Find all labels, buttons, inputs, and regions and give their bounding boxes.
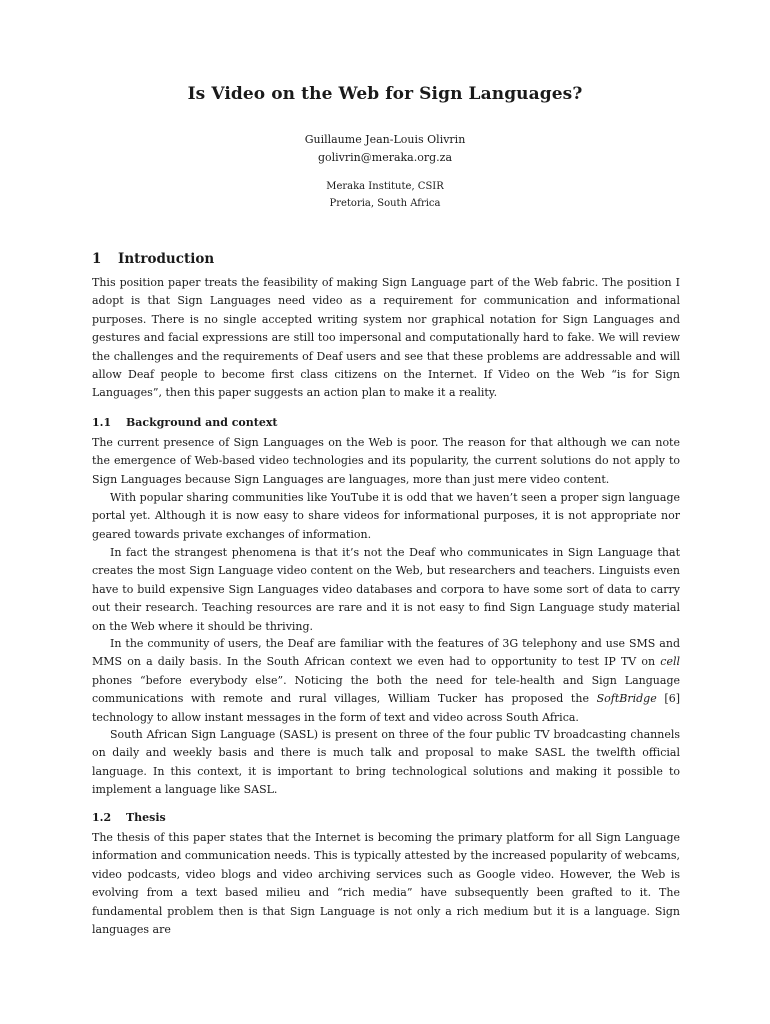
subsection-heading-background — [92, 416, 277, 429]
subsection-title: Thesis — [126, 811, 166, 824]
p4-text-c: [6] technology to allow instant messages in the form of text and video across South Africa. — [92, 692, 680, 724]
p4-text-b: phones “before everybody else”. Noticing the both the need for tele-health and Sign Language communications with remote and rural villages, William Tucker has proposed the — [92, 673, 680, 706]
affiliation-location: Pretoria, South Africa — [329, 198, 441, 209]
author-email: golivrin@meraka.org.za — [317, 151, 453, 164]
background-paragraph-3: In fact the strangest phenomena is that it’s not the Deaf who communicates in Sign Language that creates the most Sign Language video content on the Web, but researchers and teachers. Linguists even have to build expensive Sign Languages video databases and corpora to have some sort of data to carry out their research. Teaching resources are rare and it is not easy to find Sign Language study material on the Web where it should be thriving. — [92, 546, 680, 633]
author-name: Guillaume Jean-Louis Olivrin — [304, 133, 466, 146]
section-title: Introduction — [118, 251, 215, 267]
background-paragraph-4 — [92, 635, 680, 727]
background-paragraph-1: The current presence of Sign Languages on the Web is poor. The reason for that although we can note the emergence of Web-based video technologies and its popularity, the current solutions do not apply to Sign Languages because Sign Languages are languages, more than just mere video content. — [92, 436, 680, 486]
p4-softbridge-emphasis: SoftBridge — [596, 692, 657, 706]
subsection-title: Background and context — [126, 416, 278, 429]
subsection-number: 1.1 — [92, 416, 112, 429]
intro-paragraph: This position paper treats the feasibility of making Sign Language part of the Web fabric. The position I adopt is that Sign Languages need video as a requirement for communication and informational purposes. There is no single accepted writing system nor graphical notation for Sign Languages and gestures and facial expressions are still too impersonal and computationally hard to fake. We will review the challenges and the requirements of Deaf users and see that these problems are addressable and will allow Deaf people to become first class citizens on the Internet. If Video on the Web “is for Sign Languages”, then this paper suggests an action plan to make it a reality. — [92, 276, 680, 400]
author-block — [0, 131, 770, 167]
p4-text-a: In the community of users, the Deaf are familiar with the features of 3G telephony and use SMS and MMS on a daily basis. In the South African context we even had to opportunity to test IP TV on — [92, 637, 680, 669]
subsection-number: 1.2 — [92, 811, 112, 824]
subsection-heading-thesis — [92, 811, 166, 824]
affiliation-block — [0, 178, 770, 212]
background-paragraph-2: With popular sharing communities like YouTube it is odd that we haven’t seen a proper sign language portal yet. Although it is now easy to share videos for informational purposes, it is not appropriate nor geared towards private exchanges of information. — [92, 491, 680, 541]
section-heading-introduction — [92, 251, 214, 267]
paper-title: Is Video on the Web for Sign Languages? — [187, 84, 583, 104]
p4-cell-emphasis: cell — [660, 655, 680, 669]
affiliation-institute: Meraka Institute, CSIR — [326, 181, 444, 192]
background-paragraph-5: South African Sign Language (SASL) is present on three of the four public TV broadcasting channels on daily and weekly basis and there is much talk and proposal to make SASL the twelfth official language. In this context, it is important to bring technological solutions and making it possible to implement a language like SASL. — [92, 728, 680, 797]
thesis-paragraph: The thesis of this paper states that the Internet is becoming the primary platform for all Sign Language information and communication needs. This is typically attested by the increased popularity of webcams, video podcasts, video blogs and video archiving services such as Google video. However, the Web is evolving from a text based milieu and “rich media” have subsequently been grafted to it. The fundamental problem then is that Sign Language is not only a rich medium but it is a language. Sign languages are — [92, 831, 680, 937]
section-number: 1 — [92, 251, 102, 267]
